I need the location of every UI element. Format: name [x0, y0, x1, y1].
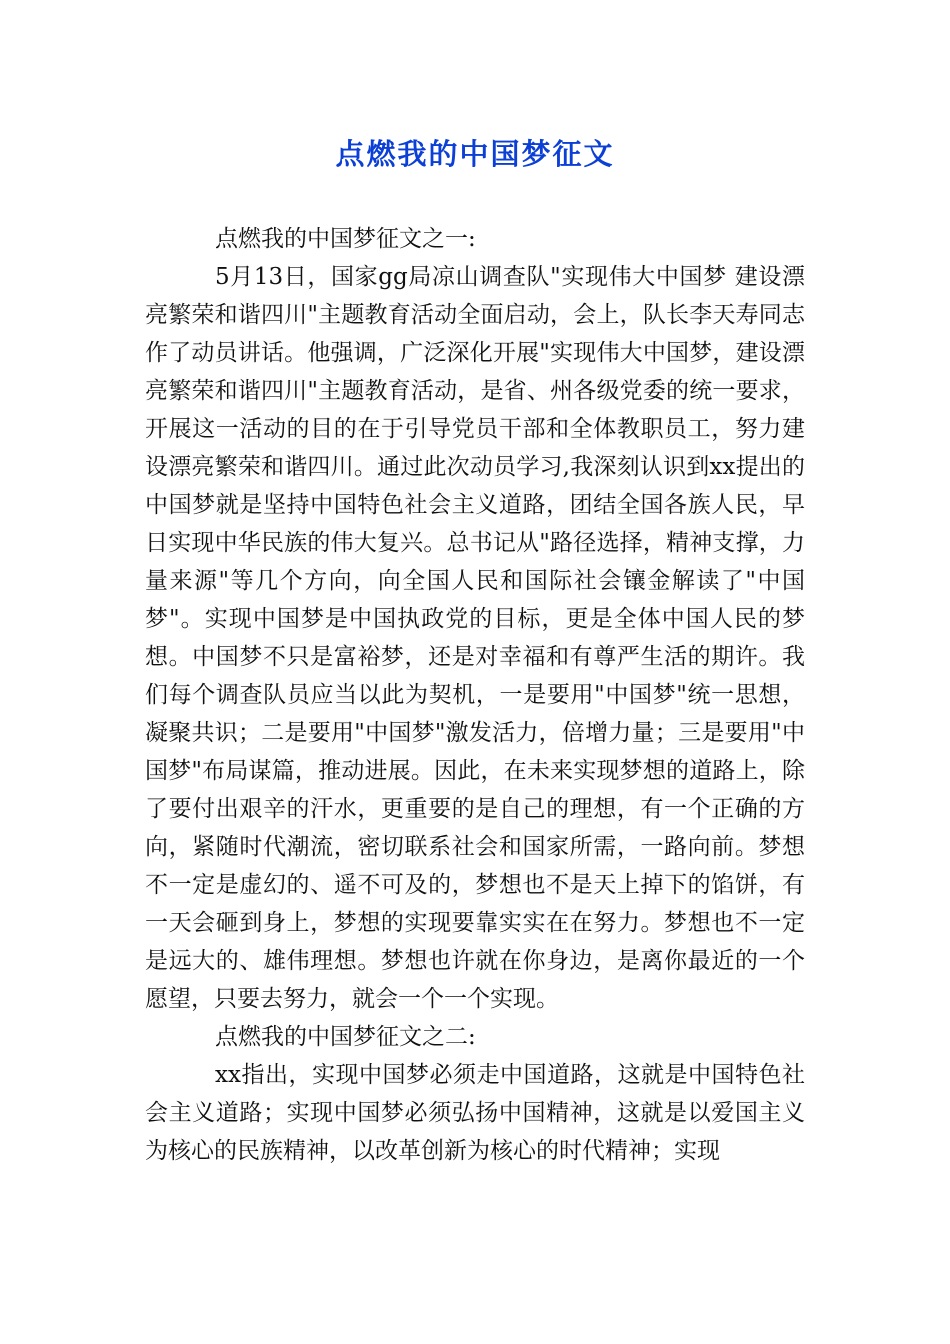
- section-heading-2: 点燃我的中国梦征文之二:: [215, 1024, 476, 1050]
- body-paragraph-2: xx指出，实现中国梦必须走中国道路，这就是中国特色社会主义道路；实现中国梦必须弘扬中国精神，这就是以爱国主义为核心的民族精神，以改革创新为核心的时代精神；实现: [145, 1062, 805, 1164]
- body-paragraph-1: 5月13日，国家gg局凉山调查队"实现伟大中国梦 建设漂亮繁荣和谐四川"主题教育活动全面启动，会上，队长李天寿同志作了动员讲话。他强调，广泛深化开展"实现伟大中国梦，建设漂亮繁荣和谐四川"主题教育活动，是省、州各级党委的统一要求，开展这一活动的目的在于引导党员干部和全体教职员工，努力建设漂亮繁荣和谐四川。通过此次动员学习,我深刻认识到xx提出的中国梦就是坚持中国特色社会主义道路，团结全国各族人民，早日实现中华民族的伟大复兴。总书记从"路径选择，精神支撑，力量来源"等几个方向，向全国人民和国际社会镶金解读了"中国梦"。实现中国梦是中国执政党的目标，更是全体中国人民的梦想。中国梦不只是富裕梦，还是对幸福和有尊严生活的期许。我们每个调查队员应当以此为契机，一是要用"中国梦"统一思想，凝聚共识；二是要用"中国梦"激发活力，倍增力量；三是要用"中国梦"布局谋篇，推动进展。因此，在未来实现梦想的道路上，除了要付出艰辛的汗水，更重要的是自己的理想，有一个正确的方向，紧随时代潮流，密切联系社会和国家所需，一路向前。梦想不一定是虚幻的、遥不可及的，梦想也不是天上掉下的馅饼，有一天会砸到身上，梦想的实现要靠实实在在努力。梦想也不一定是远大的、雄伟理想。梦想也许就在你身边，是离你最近的一个愿望，只要去努力，就会一个一个实现。: [145, 264, 805, 1012]
- document-body: [145, 220, 805, 1170]
- section-heading-1: 点燃我的中国梦征文之一:: [215, 226, 476, 252]
- document-title: 点燃我的中国梦征文: [335, 137, 615, 171]
